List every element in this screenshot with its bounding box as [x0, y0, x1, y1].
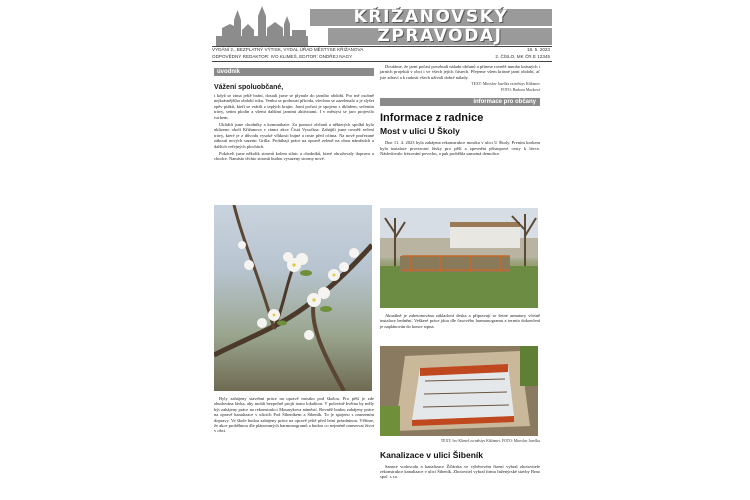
- section-bar-citizen-info: informace pro občany: [380, 98, 540, 106]
- bridge-photo-illustration: [380, 208, 538, 308]
- editorial-photo-credit: FOTO: Barbora Macková: [500, 87, 540, 92]
- bridge-foundation-photo: [380, 346, 538, 436]
- editorial-paragraph: i když se zima ještě brání, dostali jsme se plynule do jarního období. Pro mě osobně nejkrásnějšího období roku. Venku se probouzí příroda, všechno se zazelenalo a je slyšet zpěv ptáků, kteří se vrátili z teplých krajin. Jarní počasí je spojeno s úklidem, sečením trávy, setím plodin a všemi dalšími jarními aktivitami. I v městysi se jaro projevilo ruchem.: [214, 93, 374, 120]
- editorial-paragraph: Uklidili jsme chodníky a komunikace. Za pomoci občanů a některých spolků bylo uklizeno okolí Křižanova v rámci akce Čistá Vysočina. Zahájili jsme rovněž sečení trávy, které je z důvodu vysoké vlhkosti bujné a roste před očima. Na nově prořezané zákoutí nových sazenic Grilla. Probíhají práce na opravě zeleně na obou náměstích a dalších veřejných plochách.: [214, 122, 374, 149]
- left-column: [214, 68, 374, 164]
- left-column-lower: [214, 396, 374, 436]
- masthead-title-line2: ZPRAVODAJ: [328, 28, 552, 45]
- foundation-photo-illustration: [380, 346, 538, 436]
- bridge-article-paragraph: Aktuálně je zabetonována základová deska a připravují se šetné armatury včetně instalace bednění. Veškeré práce jdou dle časového harmonogramu a termín dokončení je naplánován do konce srpna.: [380, 313, 540, 329]
- masthead-info-row-2: [212, 53, 552, 60]
- editorial-paragraph: Pokáceli jsme několik stromů kolem silnic a chodníků, které ohrožovaly dopravu a chodce. Namísto těchto stromů budou vysazeny stromy nové.: [214, 151, 374, 162]
- right-column-middle: [380, 313, 540, 331]
- masthead: [212, 6, 552, 46]
- section-heading-town-hall: Informace z radnice: [380, 112, 484, 125]
- editorial-paragraph: Byly zahájeny stavební práce na opravě mostku pod školou. Pro pěší je zde zbudována lávka, aby mohli bezpečně projít touto lokalitou. V polovině května by měly být zahájeny práce na rekonstrukci Masarykova náměstí. Rovněž budou zahájeny práce na opravě kanalizace v ulicích Pod Šibeníkem a Šibeník. To je spojeno s omezením dopravy. Ve škole budou zahájeny práce na opravě ještě před letní prázdninou. Věříme, že akce proběhnou dle plánovaných harmonogramů a budou co nejméně omezovat život v obci.: [214, 396, 374, 434]
- editorial-text-credit: TEXT: Miroslav Jurečka za městys Křižanov: [471, 82, 540, 87]
- article-heading-bridge: Most v ulici U Školy: [380, 126, 460, 137]
- section-bar-editorial: úvodník: [214, 68, 374, 76]
- bridge-article-paragraph: Dne 11. 4. 2023 byla zahájena rekonstrukce mostku v ulici U Školy. Prvním krokem byla instalace provizorní lávky pro pěší a zpevnění přístupové cesty k lávce. Následovalo frézování povrchu, a pak proběhla samotná demolice.: [380, 140, 540, 157]
- article-heading-sewer: Kanalizace v ulici Šibeník: [380, 449, 483, 460]
- masthead-rule-bottom: [212, 61, 552, 62]
- issue-number: 2. ČÍSLO, MK ČR E 12345: [495, 54, 550, 59]
- masthead-title-line1: KŘIŽANOVSKÝ: [310, 9, 552, 26]
- issue-publisher-info: VYDÁNÍ 2., BEZPLATNÝ VÝTISK, VYDAL ÚŘAD MĚSTYSE KŘIŽANOVA: [212, 47, 364, 52]
- right-column-lower: [380, 438, 540, 482]
- issue-date: 18. 5. 2023: [527, 47, 550, 52]
- bridge-article-credit: TEXT: Ivo Klimeš za městys Křižanov, FOTO: Miroslav Jurečka: [440, 439, 540, 443]
- blossom-photo: [214, 205, 372, 391]
- editorial-closing-paragraph: Doufáme, že jarní počasí povzbudí náladu občanů a přinese rovněž mnoho krásných i jarních projektů v obci i ve všech jejích částech. Přejeme všem krásné jarní období, ať jste zdraví a k radosti všech užívali dobré nálady.: [380, 64, 540, 80]
- editorial-heading: Vážení spoluobčané,: [214, 84, 284, 91]
- sewer-article-paragraph: Sanace vodovodu a kanalizace Žďárska ve výběrovém řízení vybral zhotovitele rekonstrukce kanalizace v ulici Šibeník. Zhotovitel vybral firmu Inženýrské stavby Brno spol. s r.o.: [380, 463, 540, 480]
- right-column: [380, 64, 540, 158]
- town-skyline-logo: [212, 6, 312, 46]
- blossom-illustration: [214, 205, 372, 391]
- bridge-construction-photo: [380, 208, 538, 308]
- newsletter-page: [212, 0, 552, 500]
- masthead-info-row-1: [212, 46, 552, 53]
- editor-info: ODPOVĚDNÝ REDAKTOR: IVO KLIMEŠ, EDITOR: ONDŘEJ NAGY: [212, 54, 353, 59]
